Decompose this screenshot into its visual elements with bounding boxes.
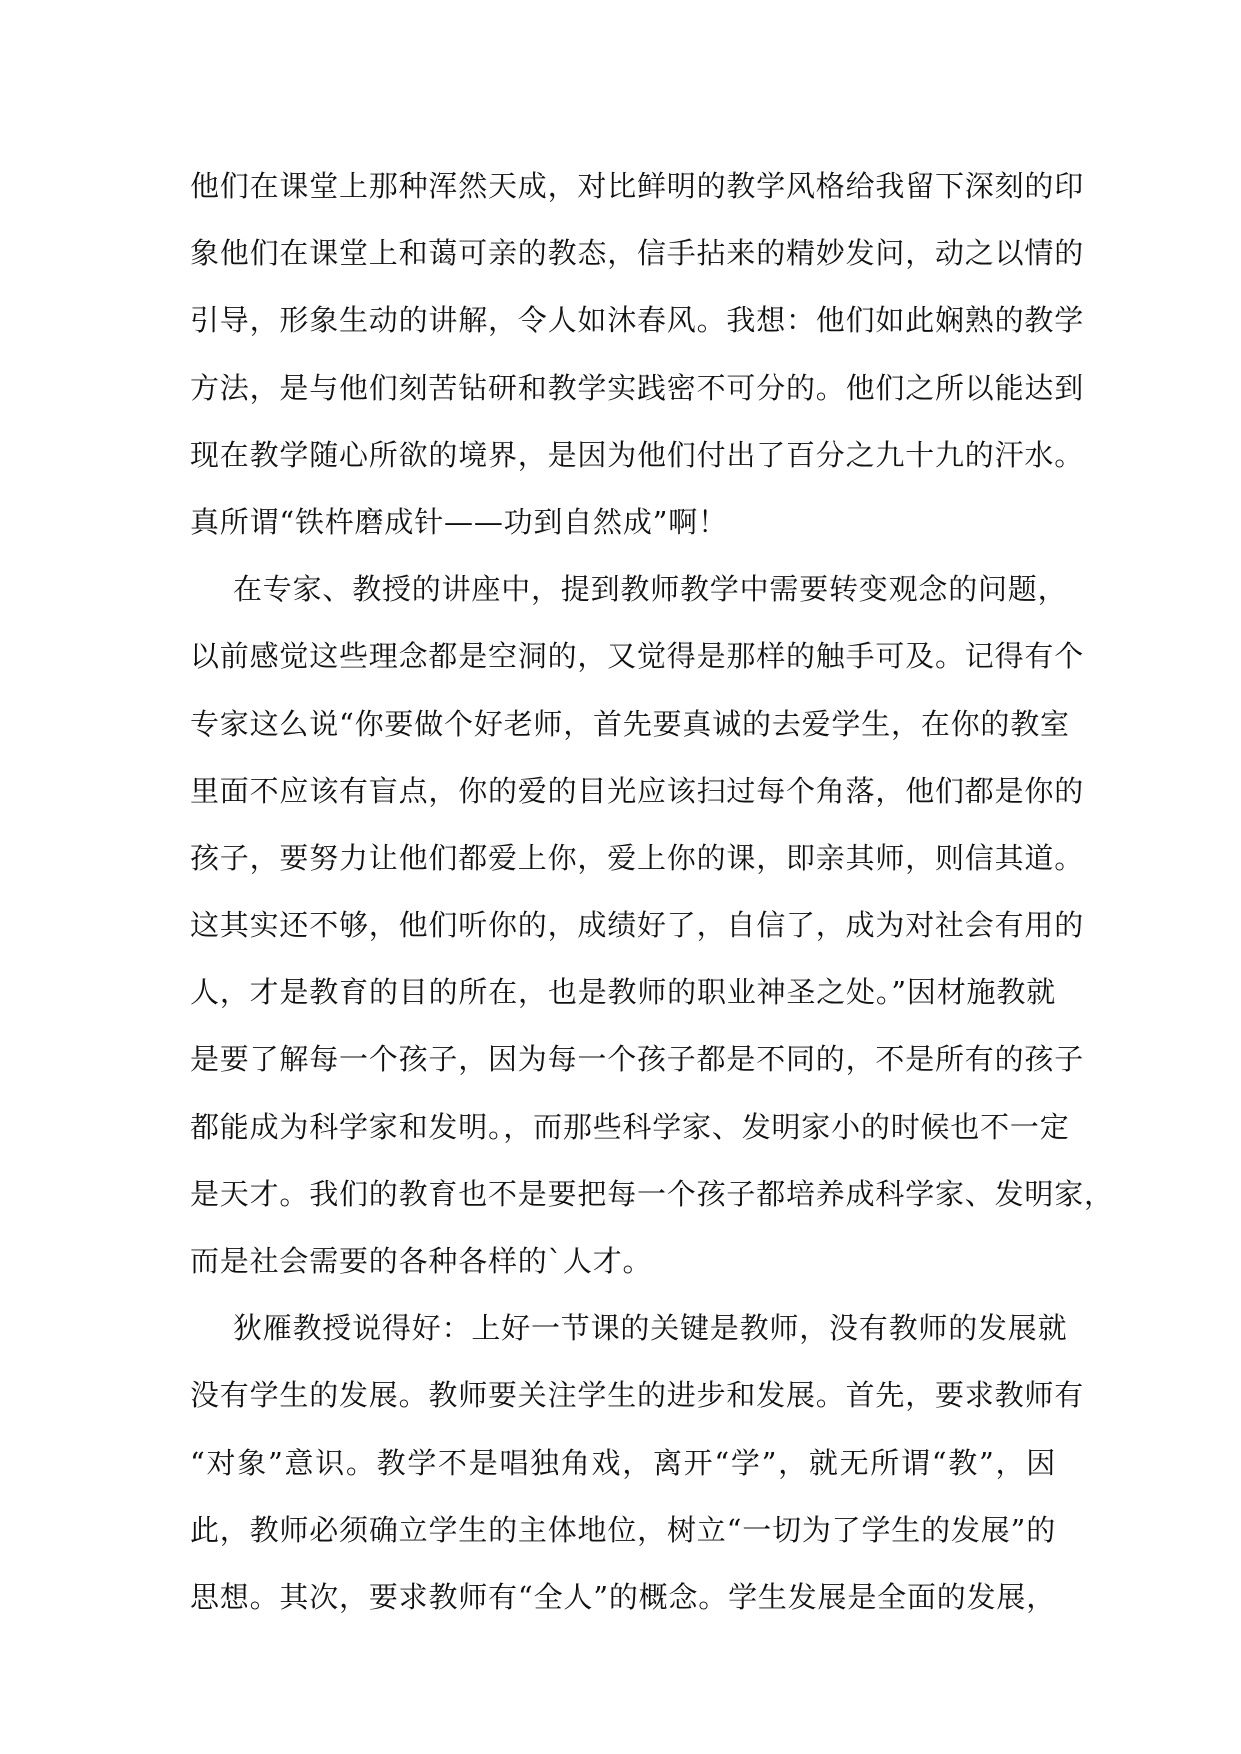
text-line: 现在教学随心所欲的境界，是因为他们付出了百分之九十九的汗水。 [190,437,1085,472]
text-line: 是要了解每一个孩子，因为每一个孩子都是不同的，不是所有的孩子 [190,1042,1085,1077]
text-line: 在专家、教授的讲座中，提到教师教学中需要转变观念的问题， [233,572,1068,607]
text-line: 他们在课堂上那种浑然天成，对比鲜明的教学风格给我留下深刻的印 [190,169,1085,203]
text-line: 而是社会需要的各种各样的`人才。 [190,1244,653,1278]
text-line: 是天才。我们的教育也不是要把每一个孩子都培养成科学家、发明家， [190,1176,1114,1211]
text-line: 以前感觉这些理念都是空洞的，又觉得是那样的触手可及。记得有个 [190,639,1085,674]
text-line: 这其实还不够，他们听你的，成绩好了，自信了，成为对社会有用的 [190,908,1085,943]
document-body [190,153,1114,1631]
text-line: 思想。其次，要求教师有“全人”的概念。学生发展是全面的发展， [190,1579,1056,1614]
text-line: 人，才是教育的目的所在，也是教师的职业神圣之处。”因材施教就 [190,975,1056,1010]
text-line: 引导，形象生动的讲解，令人如沐春风。我想：他们如此娴熟的教学 [190,303,1085,338]
text-line: 真所谓“铁杵磨成针——功到自然成”啊！ [190,504,728,539]
text-line: 狄雁教授说得好：上好一节课的关键是教师，没有教师的发展就 [233,1311,1068,1346]
text-line: 象他们在课堂上和蔼可亲的教态，信手拈来的精妙发问，动之以情的 [190,236,1085,271]
text-line: 没有学生的发展。教师要关注学生的进步和发展。首先，要求教师有 [190,1378,1085,1413]
paragraph-1 [190,153,1085,556]
text-line: 都能成为科学家和发明。，而那些科学家、发明家小的时候也不一定 [190,1109,1070,1144]
paragraph-2 [190,556,1114,1295]
text-line: 里面不应该有盲点，你的爱的目光应该扫过每个角落，他们都是你的 [190,773,1085,808]
text-line: “对象”意识。教学不是唱独角戏，离开“学”，就无所谓“教”，因 [190,1445,1056,1480]
text-line: 孩子，要努力让他们都爱上你，爱上你的课，即亲其师，则信其道。 [190,840,1085,875]
paragraph-3 [190,1295,1085,1631]
text-line: 专家这么说“你要做个好老师，首先要真诚的去爱学生，在你的教室 [190,706,1070,741]
text-line: 此，教师必须确立学生的主体地位，树立“一切为了学生的发展”的 [190,1512,1056,1547]
text-line: 方法，是与他们刻苦钻研和教学实践密不可分的。他们之所以能达到 [190,370,1085,405]
